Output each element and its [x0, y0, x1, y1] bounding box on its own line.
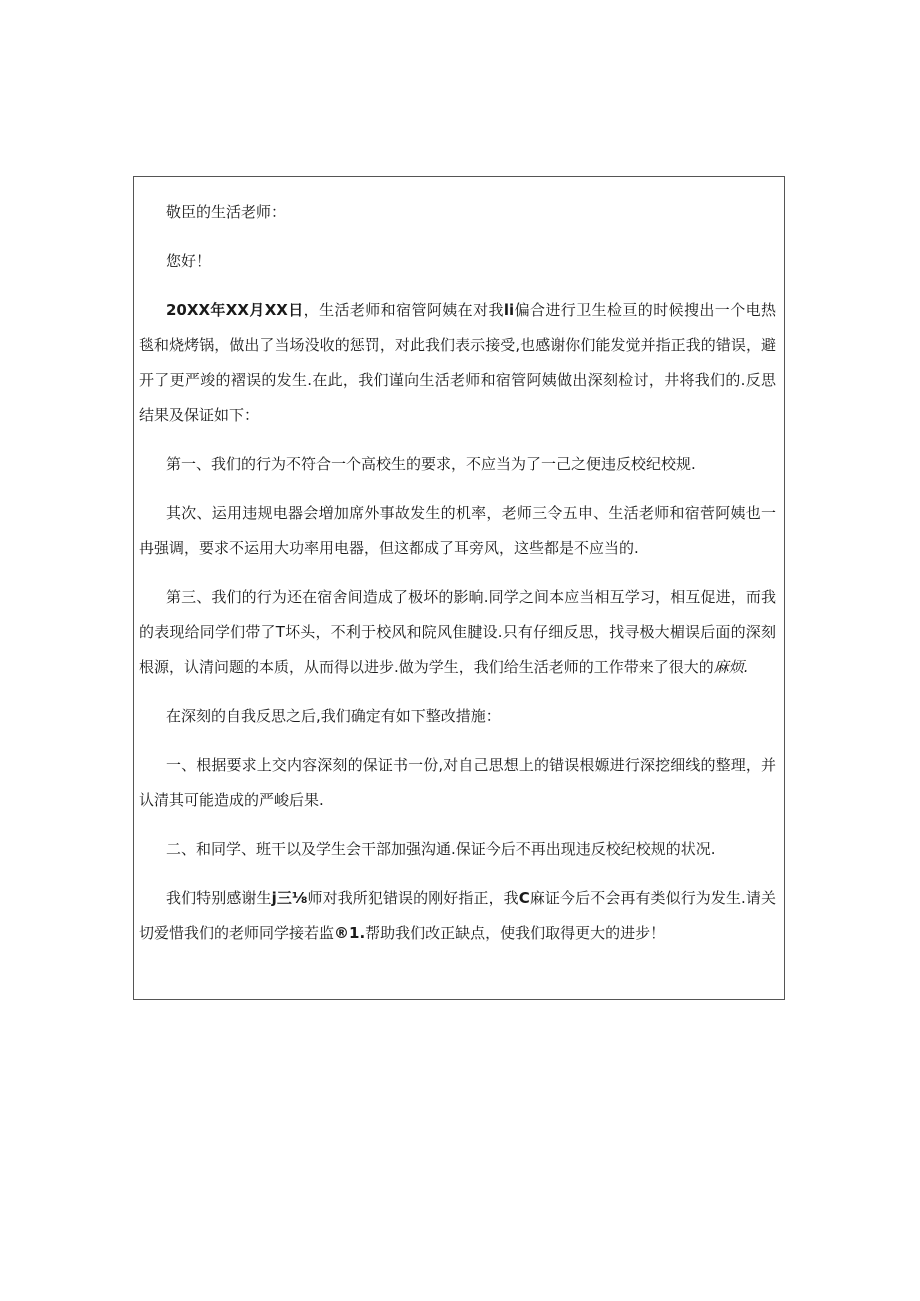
third-point-text: 第三、我们的行为还在宿舍间造成了极坏的影晌.同学之间本应当相互学习，相互促进，而我的表现给同学们带了T坏头，不利于校风和院风隹腱设.只有仔细反思，找寻极大楣误后面的深刻根源，认清问题的本质，从而得以进步.做为学生，我们给生活老师的工作带来了很大的 [139, 588, 776, 676]
incident-date: 20XX年XX月XX日 [166, 301, 304, 319]
paragraph-incident [139, 293, 776, 433]
paragraph-third-point [139, 580, 776, 685]
closing-garbled-a: j三⅛ [271, 889, 308, 907]
letter-frame [133, 176, 785, 1000]
paragraph-measure-two: 二、和同学、班干以及学生会干部加强沟通.保证今后不再出现违反校纪校规的状况. [166, 840, 716, 858]
paragraph-first-point: 第一、我们的行为不符合一个高校生的要求，不应当为了一己之便违反校纪校规. [166, 455, 696, 473]
salutation: 敬臣的生活老师： [166, 203, 287, 221]
closing-text-b: 师对我所犯错误的刚好指正，我 [307, 889, 519, 907]
incident-text-a: ，生活老师和宿管阿姨在对我 [303, 301, 504, 319]
paragraph-second-point: 其次、运用违规电器会増加席外事故发生的机率，老师三令五申、生活老师和宿菅阿姨也一冉强调，要求不运用大功率用电器，但这都成了耳旁风，这些都是不应当的. [139, 504, 776, 557]
incident-text-b: 偏合进行卫生检亘的时候搜出一个电热毯和烧烤锅，做出了当场没收的惩罚，对此我们表示接受,也感谢你们能发觉并指正我的错误，避开了更严竣的褶误的发生.在此，我们谨向生活老师和宿管阿姨做出深刻检讨，井将我们的.反思结果及保证如下： [139, 301, 776, 424]
closing-text-c: 麻证今后不会再有类似行为发生.请关切爱惜我们的老师同学接若监 [139, 889, 776, 942]
letter-body [134, 195, 784, 965]
third-point-italic: 麻烦. [713, 658, 749, 676]
paragraph-measures-intro: 在深刻的自我反思之后,我们确定有如下整改措施： [166, 707, 501, 725]
closing-garbled-c: ®1. [334, 924, 366, 942]
paragraph-closing [139, 881, 776, 951]
incident-garbled: li [503, 301, 515, 319]
closing-garbled-b: C [518, 889, 530, 907]
closing-text-a: 我们特别感谢生 [166, 889, 272, 907]
greeting: 您好！ [166, 252, 212, 270]
closing-text-d: 帮助我们改正缺点，使我们取得更大的进步！ [365, 924, 666, 942]
paragraph-measure-one: 一、根据要求上交内容深刻的保证书一份,对自己思想上的错误根嫄进行深挖细线的整理，并认清其可能造成的严峻后果. [139, 756, 776, 809]
